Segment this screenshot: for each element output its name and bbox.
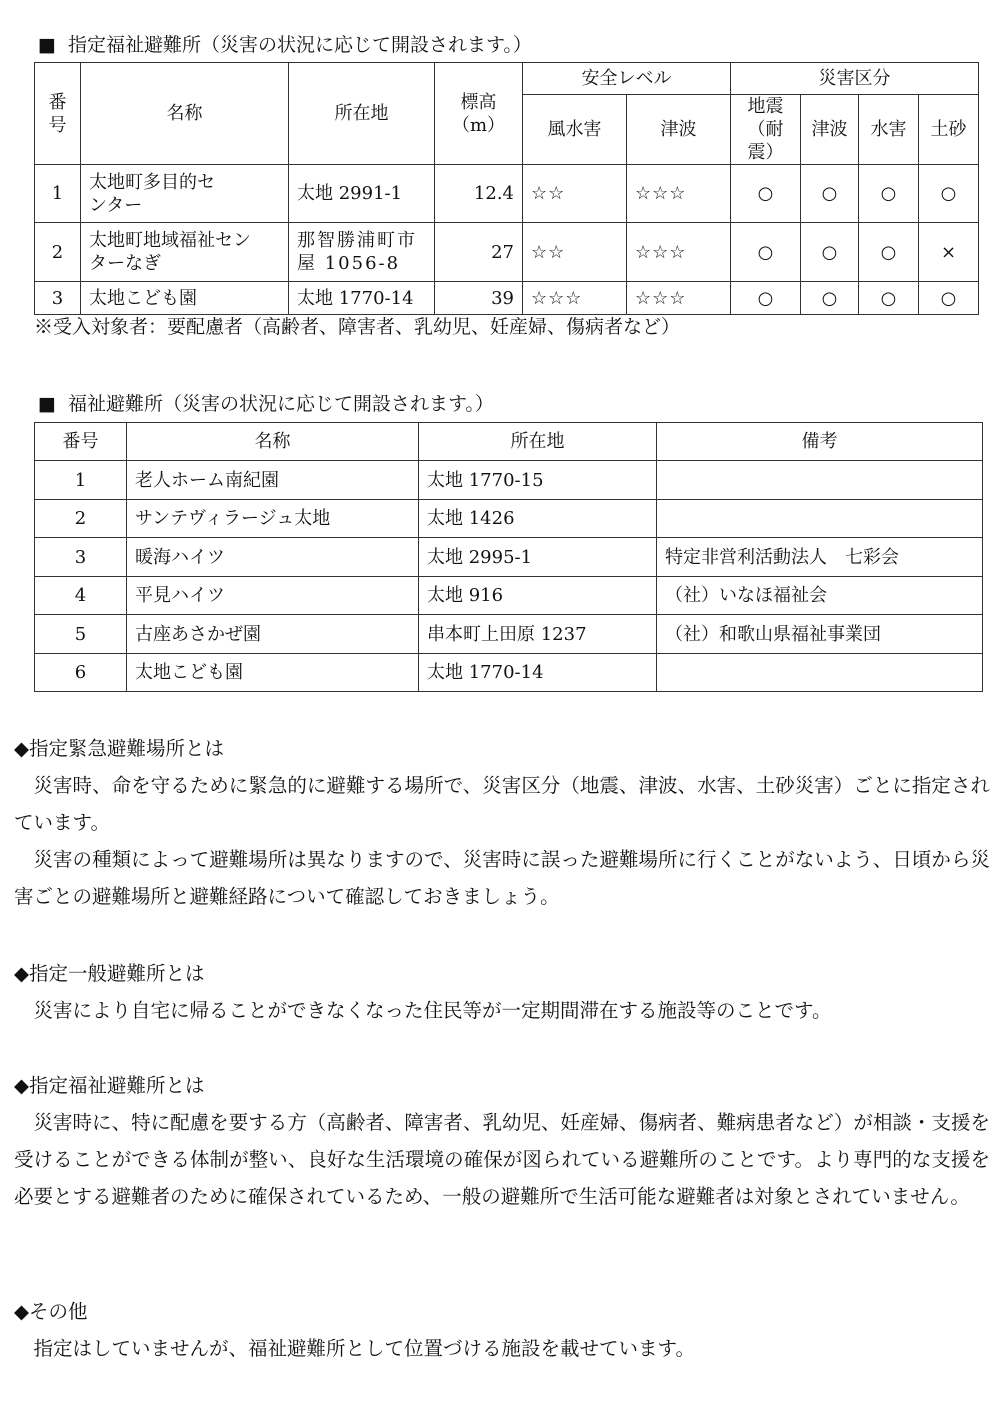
row-remarks [657, 654, 983, 692]
row-no: 5 [35, 615, 127, 654]
row-name: 平見ハイツ [127, 577, 419, 615]
header-elevation: 標高（m） [435, 63, 523, 165]
row-flood-mark: ○ [859, 223, 919, 282]
row-storm-flood-rating: ☆☆☆ [523, 282, 627, 315]
row-no: 2 [35, 223, 81, 282]
row-location: 太地 2995-1 [419, 538, 657, 577]
table1-title [38, 33, 532, 57]
row-location: 太地 1770-14 [419, 654, 657, 692]
row-no: 1 [35, 461, 127, 500]
table-row [35, 615, 983, 654]
row-name: 老人ホーム南紀園 [127, 461, 419, 500]
row-location: 太地 2991-1 [289, 165, 435, 223]
row-name: 太地町多目的センター [81, 165, 289, 223]
section-paragraph: 災害の種類によって避難場所は異なりますので、災害時に誤った避難場所に行くことがないよう、日頃から災害ごとの避難場所と避難経路について確認しておきましょう。 [14, 848, 990, 908]
table-row [35, 461, 983, 500]
row-tsunami-rating: ☆☆☆ [627, 223, 731, 282]
row-flood-mark: ○ [859, 282, 919, 315]
header-no: 番号 [35, 63, 81, 165]
section-paragraph: 災害により自宅に帰ることができなくなった住民等が一定期間滞在する施設等のことです。 [33, 999, 832, 1022]
row-storm-flood-rating: ☆☆ [523, 223, 627, 282]
row-storm-flood-rating: ☆☆ [523, 165, 627, 223]
row-tsunami-rating: ☆☆☆ [627, 282, 731, 315]
header-landslide: 土砂 [919, 95, 979, 165]
header-location: 所在地 [289, 63, 435, 165]
header-tsunami: 津波 [801, 95, 859, 165]
header-name: 名称 [127, 423, 419, 461]
section-other [14, 1293, 990, 1367]
row-location: 串本町上田原 1237 [419, 615, 657, 654]
table2-title-text: 福祉避難所（災害の状況に応じて開設されます。） [67, 393, 494, 415]
row-name: サンテヴィラージュ太地 [127, 500, 419, 538]
row-elevation: 27 [435, 223, 523, 282]
row-tsunami-mark: ○ [801, 282, 859, 315]
table-row [35, 654, 983, 692]
row-landslide-mark: × [919, 223, 979, 282]
table-row [35, 500, 983, 538]
section-heading: ◆指定緊急避難場所とは [14, 737, 224, 760]
row-earthquake-mark: ○ [731, 223, 801, 282]
section-heading: ◆指定一般避難所とは [14, 962, 205, 985]
table-row [35, 577, 983, 615]
row-location: 太地 1770-15 [419, 461, 657, 500]
header-disaster-category: 災害区分 [731, 63, 979, 95]
table-row [35, 282, 979, 315]
row-location: 太地 916 [419, 577, 657, 615]
header-tsunami-safety: 津波 [627, 95, 731, 165]
section-paragraph: 指定はしていませんが、福祉避難所として位置づける施設を載せています。 [33, 1337, 695, 1360]
designated-welfare-shelter-table [34, 62, 979, 315]
header-flood: 水害 [859, 95, 919, 165]
section-emergency-evacuation-site [14, 730, 990, 915]
table-row [35, 538, 983, 577]
table1-title-text: 指定福祉避難所（災害の状況に応じて開設されます。） [67, 34, 532, 56]
table-row [35, 223, 979, 282]
row-name: 太地町地域福祉センターなぎ [81, 223, 289, 282]
row-elevation: 39 [435, 282, 523, 315]
row-remarks [657, 461, 983, 500]
row-no: 4 [35, 577, 127, 615]
row-location: 太地 1426 [419, 500, 657, 538]
section-heading: ◆その他 [14, 1300, 88, 1323]
section-welfare-shelter [14, 1067, 990, 1215]
row-tsunami-mark: ○ [801, 223, 859, 282]
row-name: 古座あさかぜ園 [127, 615, 419, 654]
row-no: 1 [35, 165, 81, 223]
target-audience-note: ※受入対象者：要配慮者（高齢者、障害者、乳幼児、妊産婦、傷病者など） [34, 316, 681, 338]
row-remarks: （社）和歌山県福祉事業団 [657, 615, 983, 654]
row-no: 6 [35, 654, 127, 692]
row-remarks: 特定非営利活動法人 七彩会 [657, 538, 983, 577]
row-earthquake-mark: ○ [731, 165, 801, 223]
row-no: 3 [35, 282, 81, 315]
row-landslide-mark: ○ [919, 282, 979, 315]
square-bullet-icon: ■ [38, 34, 56, 56]
welfare-shelter-table [34, 422, 983, 692]
header-earthquake: 地震（耐震） [731, 95, 801, 165]
header-safety-level: 安全レベル [523, 63, 731, 95]
header-storm-flood: 風水害 [523, 95, 627, 165]
row-tsunami-mark: ○ [801, 165, 859, 223]
section-general-shelter [14, 955, 990, 1029]
row-no: 3 [35, 538, 127, 577]
row-location: 太地 1770-14 [289, 282, 435, 315]
header-remarks: 備考 [657, 423, 983, 461]
row-name: 太地こども園 [81, 282, 289, 315]
row-location: 那智勝浦町市屋 1056-8 [289, 223, 435, 282]
row-earthquake-mark: ○ [731, 282, 801, 315]
header-location: 所在地 [419, 423, 657, 461]
section-heading: ◆指定福祉避難所とは [14, 1074, 205, 1097]
row-name: 太地こども園 [127, 654, 419, 692]
row-landslide-mark: ○ [919, 165, 979, 223]
section-paragraph: 災害時、命を守るために緊急的に避難する場所で、災害区分（地震、津波、水害、土砂災害）ごとに指定されています。 [14, 774, 990, 834]
table2-title [38, 392, 494, 416]
row-flood-mark: ○ [859, 165, 919, 223]
header-no: 番号 [35, 423, 127, 461]
row-remarks: （社）いなほ福祉会 [657, 577, 983, 615]
row-name: 暖海ハイツ [127, 538, 419, 577]
row-no: 2 [35, 500, 127, 538]
row-remarks [657, 500, 983, 538]
row-tsunami-rating: ☆☆☆ [627, 165, 731, 223]
header-name: 名称 [81, 63, 289, 165]
row-elevation: 12.4 [435, 165, 523, 223]
section-paragraph: 災害時に、特に配慮を要する方（高齢者、障害者、乳幼児、妊産婦、傷病者、難病患者など）が相談・支援を受けることができる体制が整い、良好な生活環境の確保が図られている避難所のことです。より専門的な支援を必要とする避難者のために確保されているため、一般の避難所で生活可能な避難者は対象とされていません。 [14, 1111, 990, 1208]
square-bullet-icon: ■ [38, 393, 56, 415]
table-row [35, 165, 979, 223]
